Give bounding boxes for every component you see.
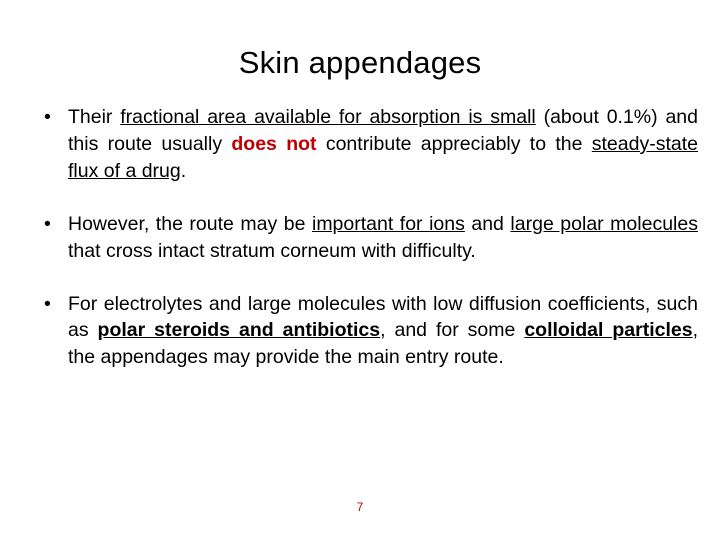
text-segment-emphasis: colloidal particles: [524, 319, 693, 342]
bullet-marker-icon: •: [44, 292, 51, 315]
text-segment-emphasis: polar steroids and antibiotics: [97, 319, 381, 342]
slide-body: [22, 104, 698, 371]
bullet-marker-icon: •: [44, 212, 51, 235]
text-segment-underlined: fractional area available for absorption is small: [120, 106, 536, 128]
bullet-1-text: [68, 104, 698, 185]
text-segment-underlined: large polar molecules: [510, 212, 698, 235]
list-item: [22, 104, 698, 185]
text-segment-emphasis: does not: [231, 132, 317, 155]
page-number: 7: [356, 500, 364, 514]
text-segment: and: [464, 212, 511, 235]
bullet-2-text: [68, 211, 698, 265]
text-segment: , and for some: [380, 319, 525, 342]
text-segment: (about 0.1%) and this route usually: [68, 106, 698, 155]
text-segment: contribute appreciably to the: [316, 132, 592, 155]
list-item: [22, 291, 698, 372]
text-segment-underlined: steady-state flux of a drug: [68, 132, 698, 182]
text-segment: .: [180, 159, 187, 182]
page-title: Skin appendages: [238, 45, 482, 80]
text-segment: Their: [68, 106, 121, 128]
list-item: [22, 211, 698, 265]
bullet-marker-icon: •: [44, 106, 51, 128]
text-segment: , the appendages may provide the main entry route.: [68, 319, 698, 369]
bullet-3-text: [68, 291, 698, 372]
text-segment: For electrolytes and large molecules with low diffusion coefficients, such as: [68, 292, 698, 342]
text-segment: However, the route may be: [68, 212, 312, 235]
text-segment-underlined: important for ions: [311, 212, 465, 235]
text-segment: that cross intact stratum corneum with difficulty.: [68, 239, 476, 262]
bullet-list: [22, 104, 698, 371]
